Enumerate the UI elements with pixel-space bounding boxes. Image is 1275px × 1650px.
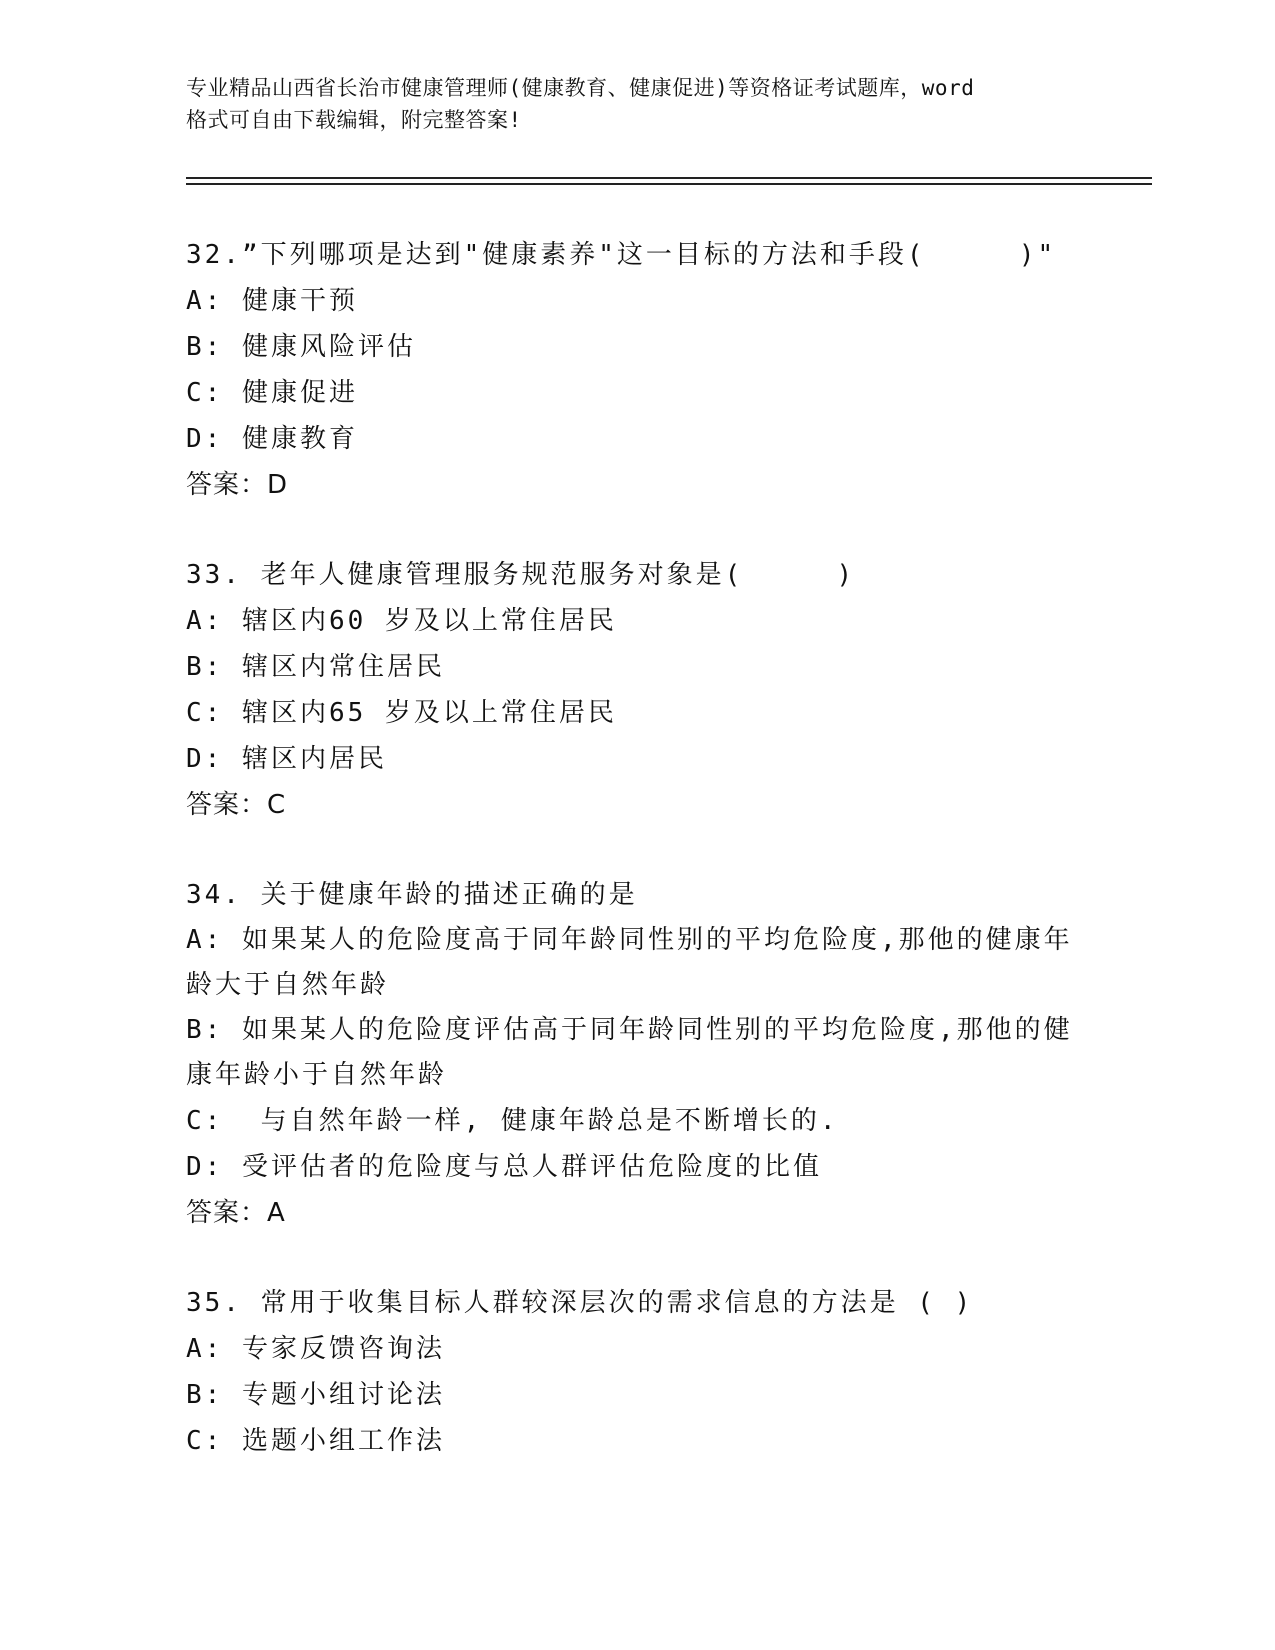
option-c: C: 选题小组工作法 (186, 1426, 445, 1456)
question-33 (186, 552, 1086, 828)
option-b: B: 专题小组讨论法 (186, 1380, 445, 1410)
header-divider-top (186, 177, 1152, 179)
header-line-2: 格式可自由下载编辑，附完整答案! (186, 108, 522, 132)
option-b: B: 辖区内常住居民 (186, 652, 445, 682)
option-a: A: 如果某人的危险度高于同年龄同性别的平均危险度,那他的健康年龄大于自然年龄 (186, 925, 1073, 1000)
question-34 (186, 872, 1086, 1236)
answer-label: 答案：A (186, 1198, 286, 1228)
answer-label: 答案：D (186, 470, 289, 500)
option-b: B: 如果某人的危险度评估高于同年龄同性别的平均危险度,那他的健康年龄小于自然年龄 (186, 1015, 1073, 1090)
header-line-1: 专业精品山西省长治市健康管理师(健康教育、健康促进)等资格证考试题库，word (186, 76, 975, 100)
question-32 (186, 232, 1086, 508)
option-d: D: 受评估者的危险度与总人群评估危险度的比值 (186, 1152, 822, 1182)
answer-label: 答案：C (186, 790, 287, 820)
question-stem: 33. 老年人健康管理服务规范服务对象是( ) (186, 560, 856, 590)
question-stem: 34. 关于健康年龄的描述正确的是 (186, 880, 638, 910)
option-c: C: 辖区内65 岁及以上常住居民 (186, 698, 617, 728)
option-b: B: 健康风险评估 (186, 332, 416, 362)
question-stem: 32.”下列哪项是达到"健康素养"这一目标的方法和手段( )" (186, 240, 1057, 270)
header-divider-bottom (186, 183, 1152, 185)
option-c: C: 健康促进 (186, 378, 358, 408)
question-stem: 35. 常用于收集目标人群较深层次的需求信息的方法是 ( ) (186, 1288, 974, 1318)
option-d: D: 健康教育 (186, 424, 358, 454)
question-list (186, 232, 1086, 1508)
option-a: A: 辖区内60 岁及以上常住居民 (186, 606, 617, 636)
option-c: C: 与自然年龄一样, 健康年龄总是不断增长的. (186, 1106, 839, 1136)
option-d: D: 辖区内居民 (186, 744, 387, 774)
option-a: A: 专家反馈咨询法 (186, 1334, 445, 1364)
document-header (186, 72, 1086, 136)
option-a: A: 健康干预 (186, 286, 358, 316)
question-35 (186, 1280, 1086, 1464)
